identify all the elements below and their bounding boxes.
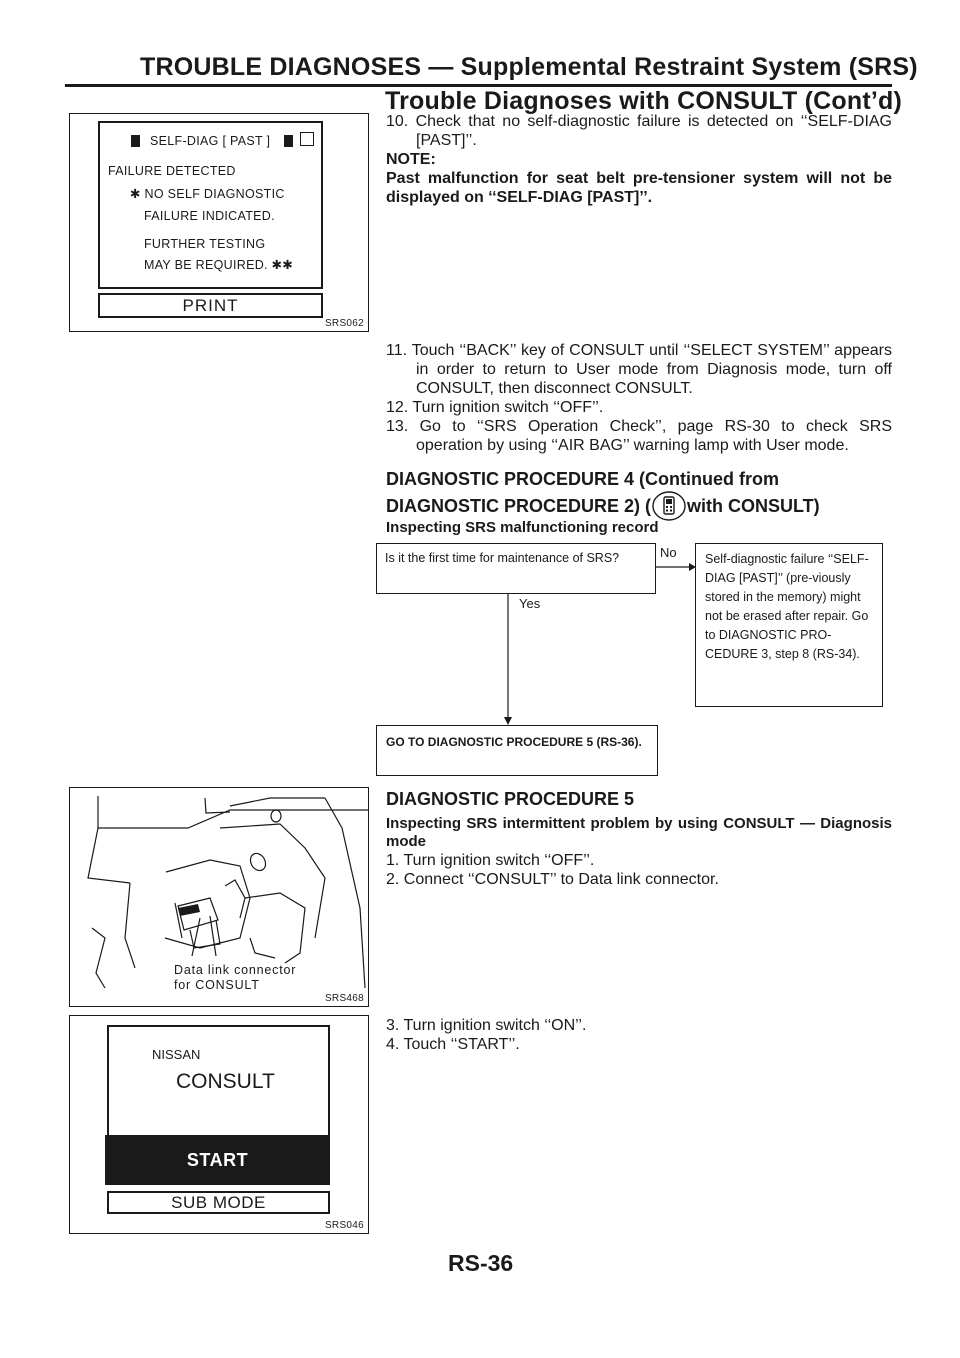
screen-line: FAILURE INDICATED.: [144, 209, 275, 223]
figure-srs062: [69, 113, 369, 332]
procedure-5-step-4: 4. Touch ‘‘START’’.: [386, 1036, 520, 1053]
procedure-5-block: [386, 815, 892, 889]
square-icon: [284, 135, 293, 147]
scroll-box-icon: [300, 132, 314, 146]
procedure-4-title-part-b: with CONSULT): [687, 496, 820, 516]
procedure-4-title-line2: [386, 491, 820, 521]
flow-no-label: No: [660, 545, 677, 560]
figure-id: SRS046: [324, 1220, 364, 1231]
flow-yes-arrow: [502, 594, 514, 726]
figure-srs468: [69, 787, 369, 1007]
caption-line: for CONSULT: [174, 978, 260, 992]
flow-yes-result-box: GO TO DIAGNOSTIC PROCEDURE 5 (RS-36).: [376, 725, 658, 776]
consult-screen: [107, 1025, 330, 1143]
square-icon: [131, 135, 140, 147]
step-10: 10. Check that no self-diagnostic failure is detected on ‘‘SELF-DIAG [PAST]’’.: [386, 113, 892, 149]
screen-title: SELF-DIAG [ PAST ]: [150, 134, 271, 148]
procedure-5-step-1: 1. Turn ignition switch ‘‘OFF’’.: [386, 852, 595, 869]
consult-unit-icon: [651, 491, 687, 521]
procedure-4-title-part-a: DIAGNOSTIC PROCEDURE 2) (: [386, 496, 652, 516]
step-10-block: [386, 112, 892, 207]
procedure-5-steps-3-4: [386, 1016, 892, 1054]
print-button: PRINT: [98, 293, 323, 318]
flow-question-box: Is it the first time for maintenance of SRS?: [376, 543, 656, 594]
start-button: START: [105, 1135, 330, 1185]
figure-id: SRS468: [324, 993, 364, 1004]
screen-line: FURTHER TESTING: [144, 237, 266, 251]
procedure-5-step-3: 3. Turn ignition switch ‘‘ON’’.: [386, 1017, 587, 1034]
step-11: 11. Touch ‘‘BACK’’ key of CONSULT until ‘‘SELECT SYSTEM’’ appears in order to return to User mode from Diagnosis mode, turn off CONSULT, then disconnect CONSULT.: [386, 342, 892, 397]
figure-srs046: [69, 1015, 369, 1234]
brand-text: NISSAN: [152, 1047, 201, 1062]
flow-no-arrow: [656, 560, 696, 574]
procedure-4-title-line1: DIAGNOSTIC PROCEDURE 4 (Continued from: [386, 469, 780, 489]
step-12: 12. Turn ignition switch ‘‘OFF’’.: [386, 399, 604, 416]
product-text: CONSULT: [176, 1070, 275, 1093]
procedure-5-title: DIAGNOSTIC PROCEDURE 5: [386, 789, 635, 809]
sub-mode-button: SUB MODE: [107, 1191, 330, 1214]
step-13: 13. Go to ‘‘SRS Operation Check’’, page RS-30 to check SRS operation by using ‘‘AIR BAG’’ warning lamp with User mode.: [386, 418, 892, 454]
figure-id: SRS062: [324, 318, 364, 329]
consult-screen: [98, 121, 323, 289]
figure-caption: [174, 963, 296, 993]
page-subheader: Trouble Diagnoses with CONSULT (Cont’d): [385, 87, 903, 115]
procedure-4-subtitle: Inspecting SRS malfunctioning record: [386, 519, 659, 536]
procedure-5-subtitle: Inspecting SRS intermittent problem by using CONSULT — Diagnosis mode: [386, 815, 892, 850]
caption-line: Data link connector: [174, 963, 297, 977]
procedure-5-step-2: 2. Connect ‘‘CONSULT’’ to Data link connector.: [386, 871, 719, 888]
screen-line: MAY BE REQUIRED. ✱✱: [144, 258, 294, 272]
flow-yes-label: Yes: [519, 596, 541, 611]
page-number: RS-36: [448, 1250, 514, 1276]
flow-no-result-box: Self-diagnostic failure ‘‘SELF-DIAG [PAST]’’ (pre-viously stored in the memory) might not be erased after repair. Go to DIAGNOSTIC PRO-CEDURE 3, step 8 (RS-34).: [695, 543, 883, 707]
steps-11-13: [386, 341, 892, 455]
screen-line: ✱ NO SELF DIAGNOSTIC: [130, 187, 285, 201]
note-label: NOTE:: [386, 151, 436, 168]
section-header: TROUBLE DIAGNOSES — Supplemental Restraint System (SRS): [140, 53, 918, 81]
note-text: Past malfunction for seat belt pre-tensioner system will not be displayed on ‘‘SELF-DIAG [PAST]’’.: [386, 170, 892, 206]
screen-line: FAILURE DETECTED: [108, 164, 236, 178]
